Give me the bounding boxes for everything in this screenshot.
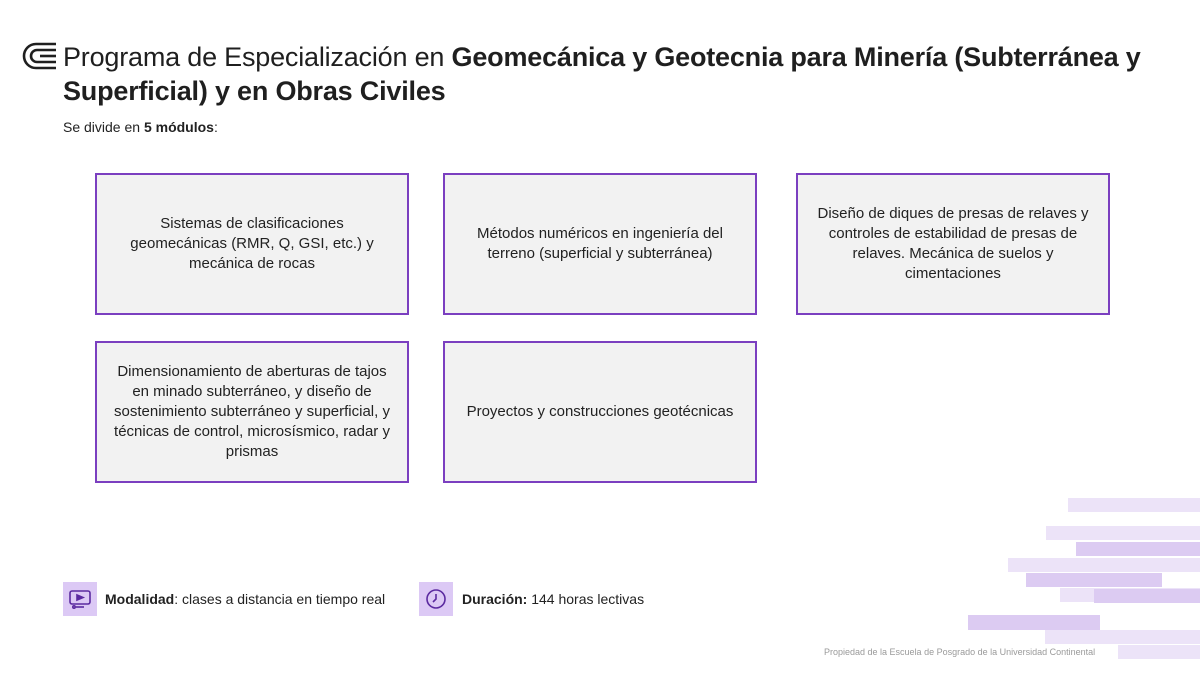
duracion-label: Duración: (462, 591, 528, 607)
modalidad-label: Modalidad (105, 591, 175, 607)
module-text: Sistemas de clasificaciones geomecánicas (RMR, Q, GSI, etc.) y mecánica de rocas (130, 215, 374, 272)
title-prefix: Programa de Especialización en (63, 42, 452, 72)
decorative-stripe (1046, 526, 1200, 540)
decorative-stripe (1008, 558, 1200, 572)
subtitle-suffix: : (213, 119, 218, 135)
module-text: Diseño de diques de presas de relaves y controles de estabilidad de presas de relaves. Mecánica de suelos y cimentaciones (817, 205, 1089, 282)
module-card-3 (796, 173, 1110, 315)
decorative-stripe (1068, 498, 1200, 512)
duracion-value: 144 horas lectivas (527, 591, 645, 607)
subtitle-prefix: Se divide en (63, 119, 144, 135)
page-title (63, 40, 1163, 108)
decorative-stripe (1076, 542, 1200, 556)
module-text: Métodos numéricos en ingeniería del terreno (superficial y subterránea) (477, 225, 723, 262)
footer-copyright: Propiedad de la Escuela de Posgrado de la Universidad Continental (824, 647, 1096, 657)
continental-logo-icon (22, 42, 58, 70)
decorative-stripe (1026, 573, 1162, 587)
module-text: Proyectos y construcciones geotécnicas (466, 403, 734, 420)
decorative-stripe (1045, 630, 1200, 644)
decorative-stripe (968, 615, 1100, 630)
subtitle-count: 5 módulos (143, 119, 214, 135)
module-card-5 (443, 341, 757, 483)
title-bold: Geomecánica y Geotecnia para Minería (Subterránea y Superficial) y en Obras Civiles (63, 42, 1141, 106)
clock-icon (419, 582, 453, 616)
module-card-2 (443, 173, 757, 315)
modalidad-info (105, 591, 385, 607)
module-text: Dimensionamiento de aberturas de tajos en minado subterráneo, y diseño de sostenimiento subterráneo y superficial, y técnicas de control, microsísmico, radar y prismas (114, 363, 390, 460)
subtitle (63, 119, 218, 135)
video-screen-icon (63, 582, 97, 616)
module-card-1 (95, 173, 409, 315)
module-card-4 (95, 341, 409, 483)
decorative-stripe (1094, 589, 1200, 603)
modalidad-value: : clases a distancia en tiempo real (174, 591, 386, 607)
duracion-info (462, 591, 644, 607)
decorative-stripe (1118, 645, 1200, 659)
